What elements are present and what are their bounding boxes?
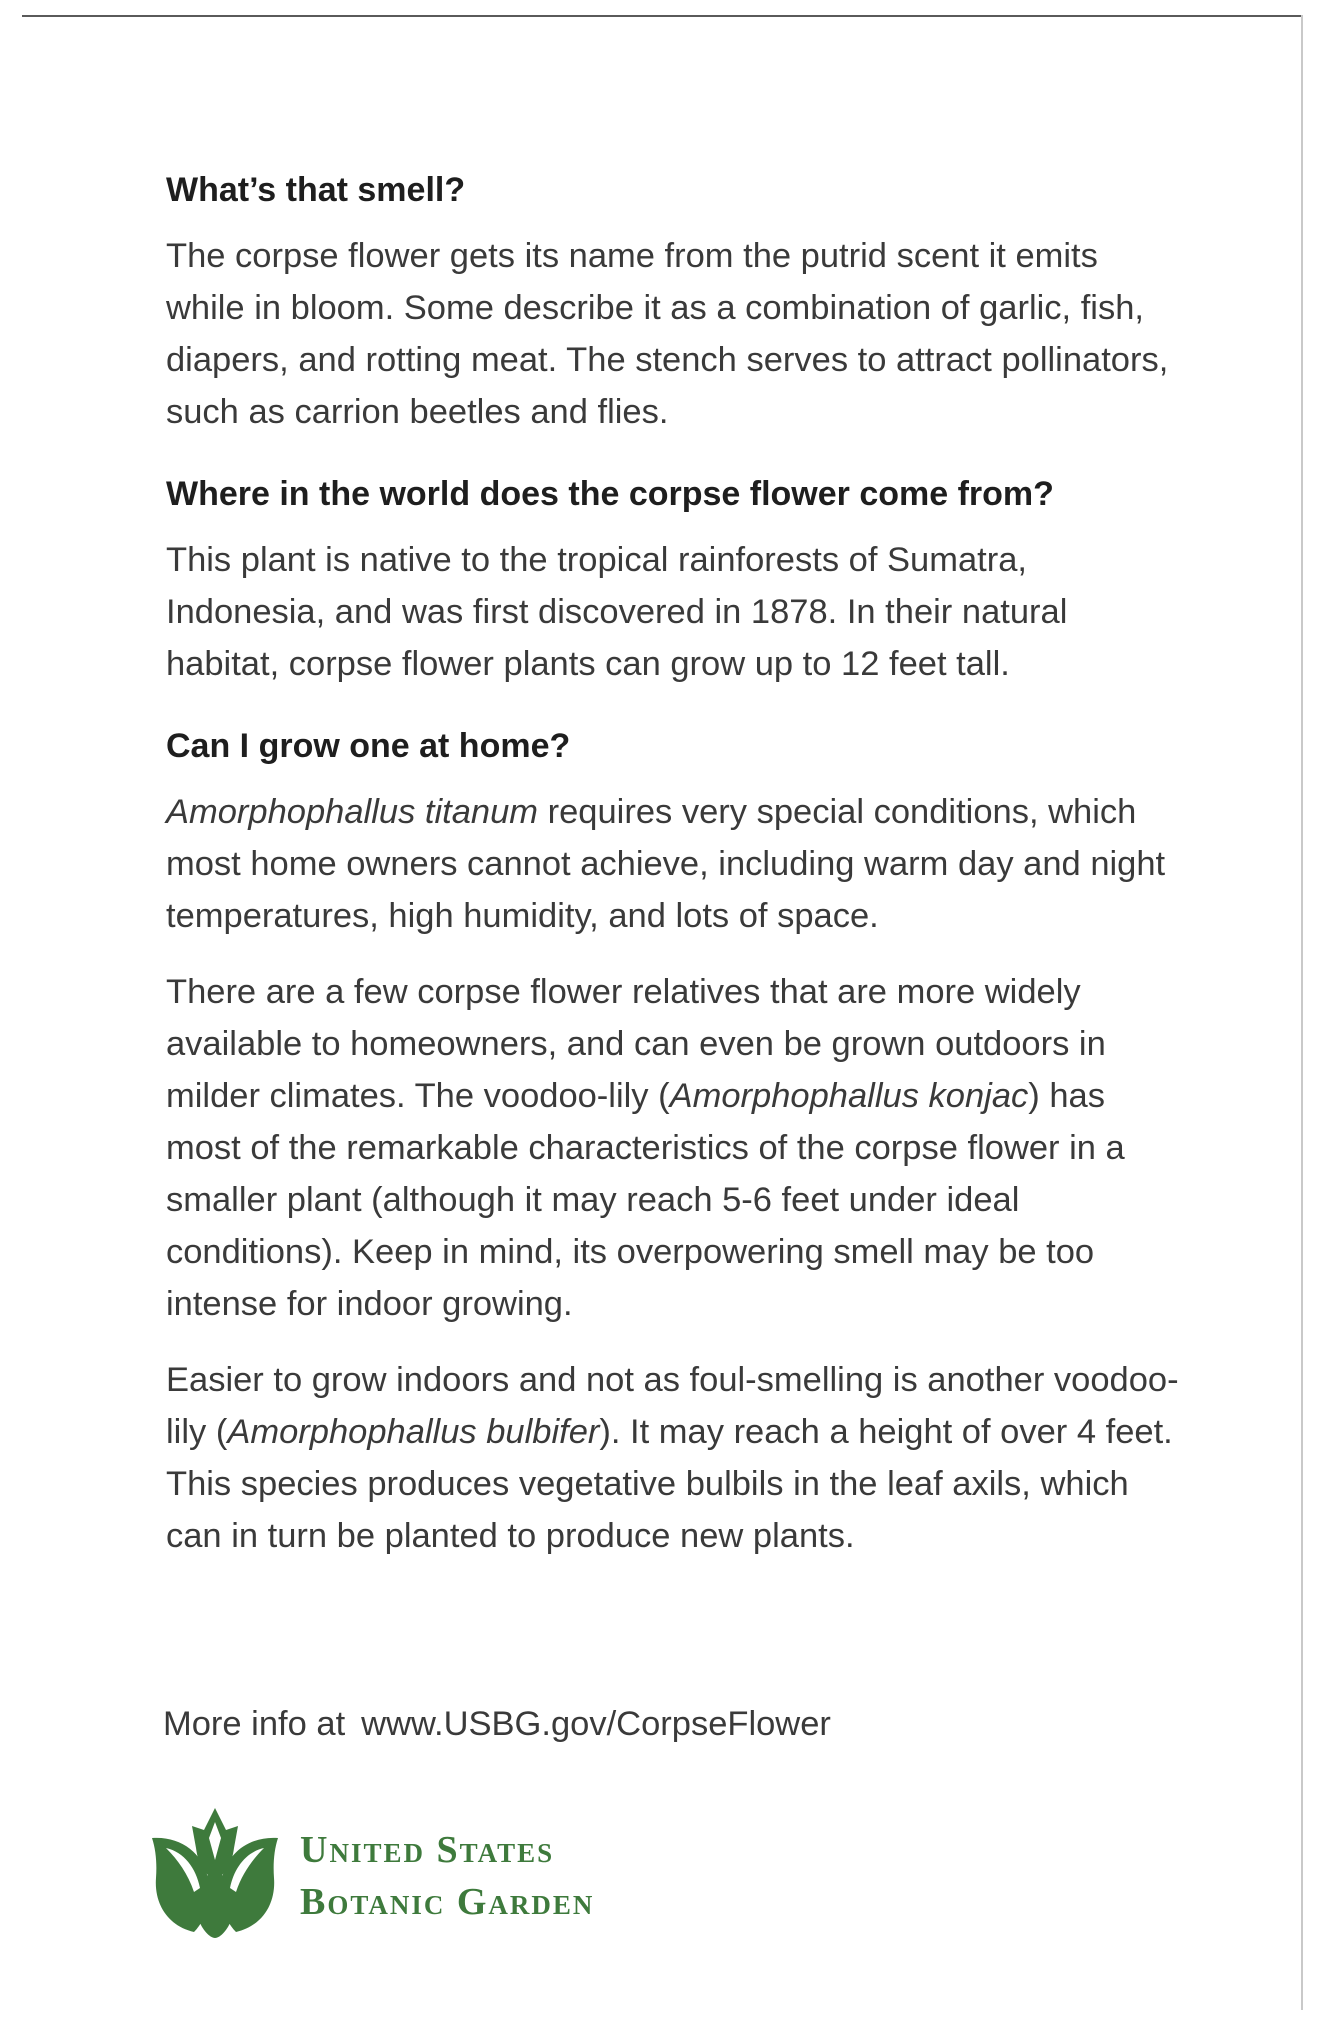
more-info-url[interactable]: www.USBG.gov/CorpseFlower — [361, 1705, 831, 1743]
paragraph-konjac — [166, 966, 1186, 1330]
heading-grow-at-home: Can I grow one at home? — [166, 727, 571, 765]
heading-origin: Where in the world does the corpse flower come from? — [166, 475, 1054, 513]
paragraph-konjac-text-a: There are a few corpse flower relatives that are more widely available to homeowners, and can even be grown outdoors in milder climates. The voodoo-lily ( — [166, 973, 1106, 1115]
paragraph-origin: This plant is native to the tropical rainforests of Sumatra, Indonesia, and was first discovered in 1878. In their natural habitat, corpse flower plants can grow up to 12 feet tall. — [166, 541, 1068, 683]
paragraph-bulbifer-text-a: Easier to grow indoors and not as foul-smelling is another voodoo-lily ( — [166, 1361, 1179, 1451]
brochure-content — [166, 168, 1186, 1562]
paragraph-titanum-text: requires very special conditions, which most home owners cannot achieve, including warm day and night temperatures, high humidity, and lots of space. — [166, 793, 1166, 935]
more-info-line — [163, 1700, 831, 1748]
more-info-label: More info at — [163, 1705, 346, 1743]
paragraph-titanum — [166, 786, 1186, 942]
species-name-titanum: Amorphophallus titanum — [166, 793, 539, 831]
botanic-garden-leaf-logo-icon — [150, 1808, 280, 1938]
paragraph-bulbifer — [166, 1354, 1186, 1562]
species-name-konjac: Amorphophallus konjac — [669, 1077, 1029, 1115]
paragraph-smell: The corpse flower gets its name from the putrid scent it emits while in bloom. Some describe it as a combination of garlic, fish, diapers, and rotting meat. The stench serves to attract pollinators, such as carrion beetles and flies. — [166, 237, 1169, 431]
organization-name — [300, 1824, 594, 1928]
heading-whats-that-smell: What’s that smell? — [166, 171, 466, 209]
paragraph-bulbifer-text-b: ). It may reach a height of over 4 feet. This species produces vegetative bulbils in the leaf axils, which can in turn be planted to produce new plants. — [166, 1413, 1173, 1555]
top-border-line — [22, 15, 1302, 17]
organization-name-line1: United States — [300, 1829, 555, 1871]
paragraph-konjac-text-b: ) has most of the remarkable characteristics of the corpse flower in a smaller plant (although it may reach 5-6 feet under ideal conditions). Keep in mind, its overpowering smell may be too intense for indoor growing. — [166, 1077, 1125, 1323]
right-border-line — [1301, 15, 1303, 2010]
organization-name-line2: Botanic Garden — [300, 1881, 595, 1923]
species-name-bulbifer: Amorphophallus bulbifer — [227, 1413, 600, 1451]
